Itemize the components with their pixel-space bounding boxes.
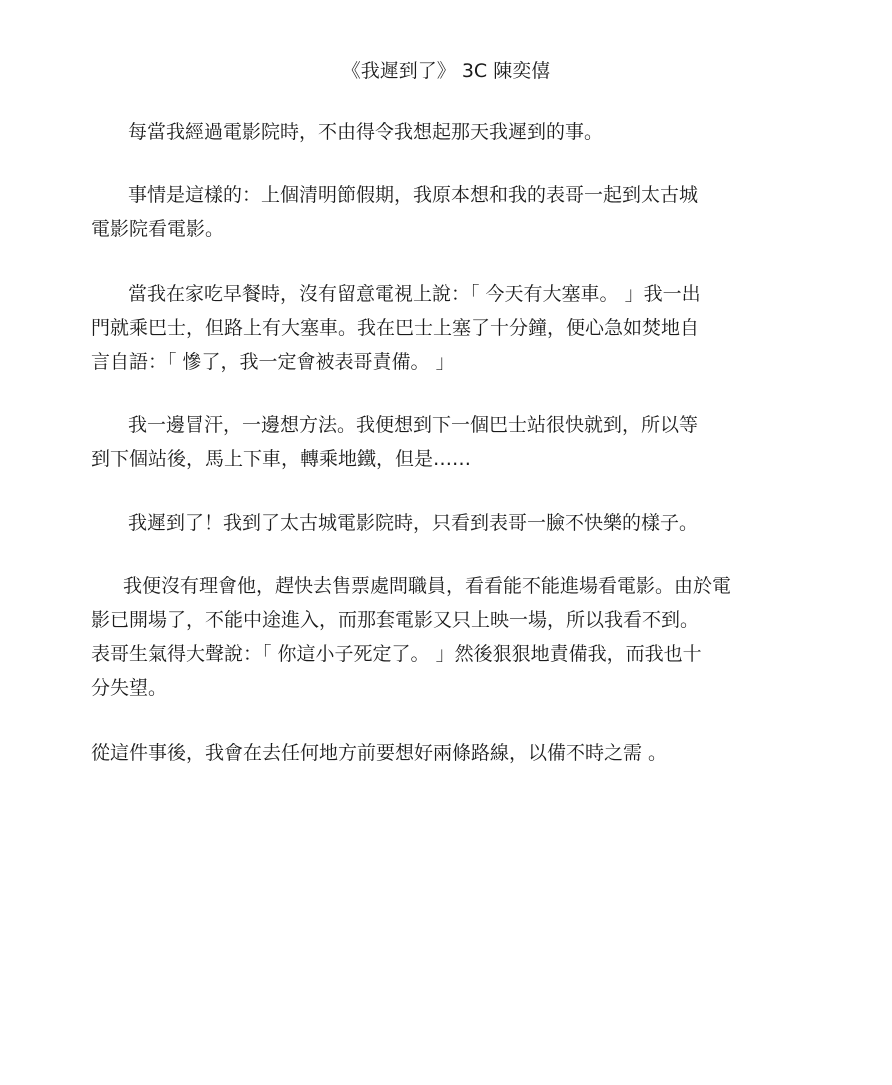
paragraph-2 xyxy=(91,178,811,246)
paragraph-line: 事情是這樣的：上個清明節假期，我原本想和我的表哥一起到太古城 xyxy=(128,184,699,206)
paragraph-line: 電影院看電影。 xyxy=(91,218,225,240)
paragraph-5 xyxy=(91,506,811,540)
paragraph-line: 每當我經過電影院時，不由得令我想起那天我遲到的事。 xyxy=(128,121,604,143)
paragraph-1 xyxy=(91,115,811,149)
paragraph-line: 當我在家吃早餐時，沒有留意電視上說：「 今天有大塞車。 」我一出 xyxy=(128,283,701,305)
paragraph-6 xyxy=(91,569,811,705)
paragraph-4 xyxy=(91,408,811,476)
paragraph-line: 門就乘巴士，但路上有大塞車。我在巴士上塞了十分鐘，便心急如焚地自 xyxy=(91,317,700,339)
paragraph-line: 我一邊冒汗，一邊想方法。我便想到下一個巴士站很快就到，所以等 xyxy=(128,414,699,436)
paragraph-line: 我便沒有理會他，趕快去售票處問職員，看看能不能進場看電影。由於電 xyxy=(123,575,732,597)
paragraph-line: 表哥生氣得大聲說：「 你這小子死定了。 」然後狠狠地責備我，而我也十 xyxy=(91,643,702,665)
paragraph-line: 分失望。 xyxy=(91,677,168,699)
paragraph-3 xyxy=(91,277,811,379)
paragraph-line: 我遲到了！我到了太古城電影院時，只看到表哥一臉不快樂的樣子。 xyxy=(128,512,699,534)
document-title: 《我遲到了》 3C 陳奕僖 xyxy=(341,60,551,82)
paragraph-7 xyxy=(91,736,811,770)
paragraph-line: 影已開場了，不能中途進入，而那套電影又只上映一場，所以我看不到。 xyxy=(91,609,700,631)
paragraph-line: 言自語：「 慘了，我一定會被表哥責備。 」 xyxy=(91,351,455,373)
paragraph-line: 從這件事後，我會在去任何地方前要想好兩條路線，以備不時之需 。 xyxy=(91,742,668,764)
paragraph-line: 到下個站後，馬上下車，轉乘地鐵，但是…… xyxy=(91,448,472,470)
